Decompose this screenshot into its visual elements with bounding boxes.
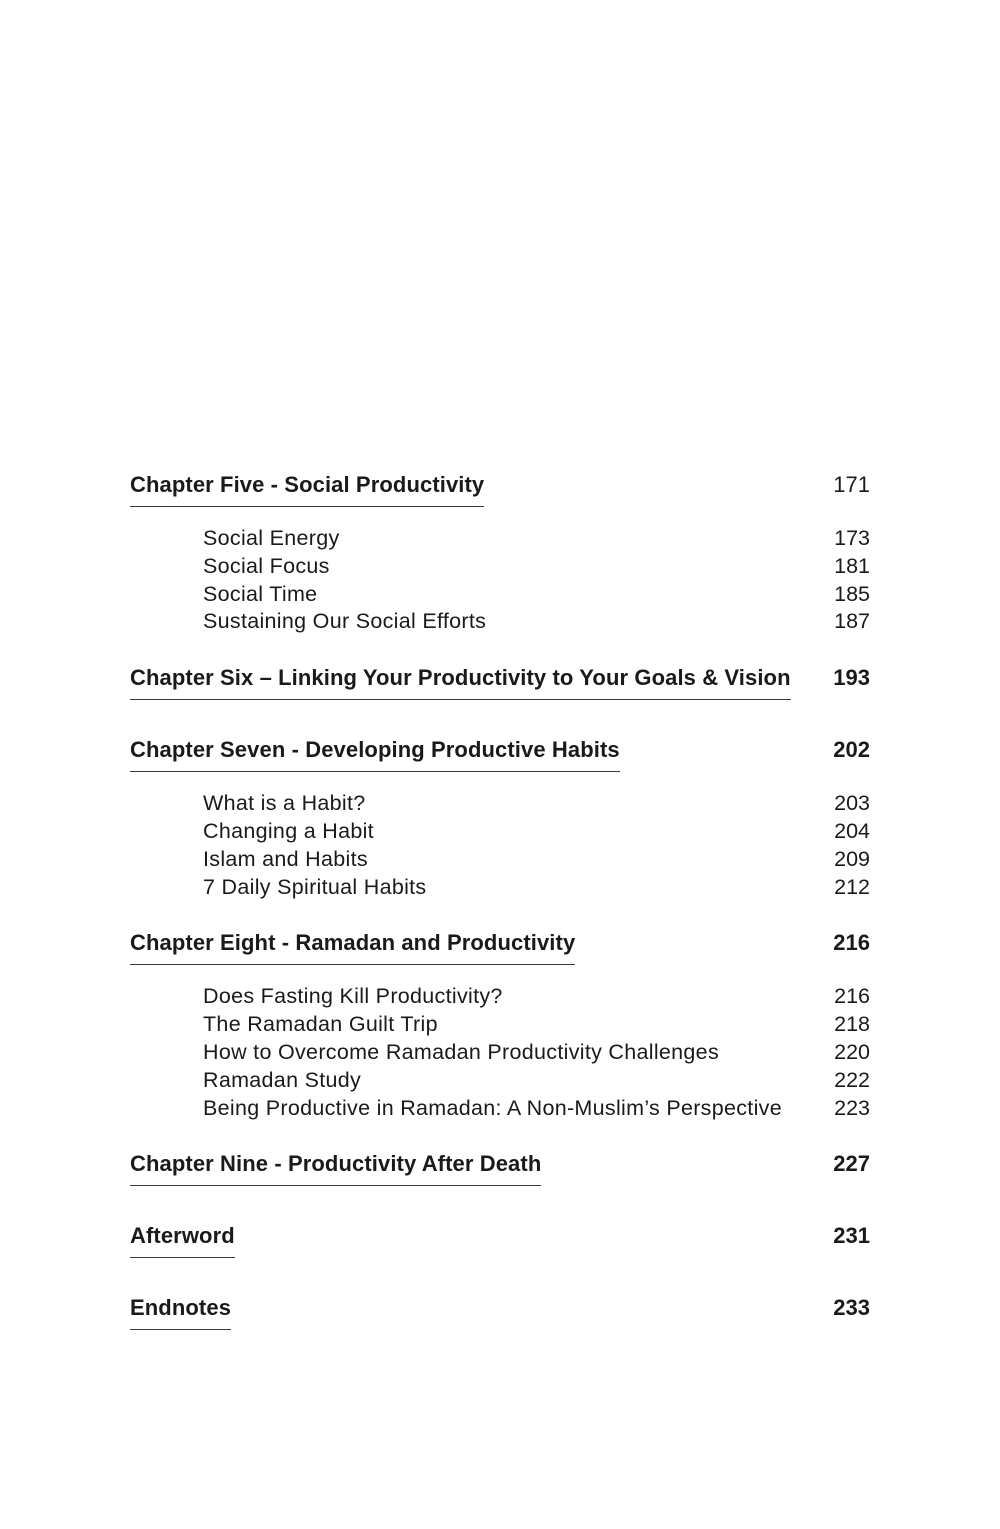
- section-page-number: 181: [834, 553, 870, 578]
- toc-section-row: [130, 847, 870, 875]
- chapter-page-number: 202: [833, 737, 870, 763]
- section-title: Changing a Habit: [203, 818, 374, 843]
- chapter-title: Chapter Nine - Productivity After Death: [130, 1151, 541, 1186]
- chapter-page-number: 233: [833, 1295, 870, 1321]
- toc-section-list: [130, 526, 870, 637]
- chapter-page-number: 231: [833, 1223, 870, 1249]
- section-title: Sustaining Our Social Efforts: [203, 609, 487, 634]
- toc-chapter: [130, 735, 870, 902]
- toc-chapter-heading: [130, 663, 870, 709]
- toc-section-row: [130, 819, 870, 847]
- toc-section-row: [130, 875, 870, 903]
- toc-section-list: [130, 791, 870, 902]
- section-title: The Ramadan Guilt Trip: [203, 1012, 438, 1037]
- toc-chapter-heading: [130, 928, 870, 974]
- section-title: Social Focus: [203, 553, 330, 578]
- toc-section-row: [130, 1040, 870, 1068]
- toc-section-row: [130, 609, 870, 637]
- section-page-number: 212: [834, 874, 870, 899]
- section-page-number: 223: [834, 1095, 870, 1120]
- section-page-number: 173: [834, 526, 870, 550]
- toc-chapter: [130, 1293, 870, 1339]
- chapter-page-number: 216: [833, 930, 870, 956]
- section-title: How to Overcome Ramadan Productivity Challenges: [203, 1039, 719, 1064]
- section-page-number: 187: [834, 609, 870, 634]
- section-title: Islam and Habits: [203, 846, 368, 871]
- section-title: Social Time: [203, 581, 318, 606]
- toc-chapter-heading: [130, 735, 870, 781]
- chapter-title: Afterword: [130, 1223, 235, 1258]
- section-page-number: 218: [834, 1012, 870, 1037]
- section-page-number: 216: [834, 984, 870, 1009]
- section-page-number: 220: [834, 1039, 870, 1064]
- section-page-number: 209: [834, 846, 870, 871]
- section-title: Ramadan Study: [203, 1067, 362, 1092]
- toc-section-row: [130, 582, 870, 610]
- section-title: 7 Daily Spiritual Habits: [203, 874, 427, 899]
- toc-section-row: [130, 791, 870, 819]
- toc-section-row: [130, 984, 870, 1012]
- toc-section-row: [130, 526, 870, 554]
- toc-section-row: [130, 1096, 870, 1124]
- chapter-title: Chapter Eight - Ramadan and Productivity: [130, 930, 575, 965]
- toc-chapter: [130, 1221, 870, 1267]
- section-page-number: 185: [834, 581, 870, 606]
- section-page-number: 222: [834, 1067, 870, 1092]
- toc-chapter-heading: [130, 470, 870, 516]
- toc-chapter-heading: [130, 1293, 870, 1339]
- table-of-contents: [130, 470, 870, 1365]
- toc-chapter: [130, 663, 870, 709]
- section-page-number: 204: [834, 818, 870, 843]
- toc-chapter: [130, 928, 870, 1123]
- toc-chapter: [130, 1149, 870, 1195]
- toc-section-row: [130, 554, 870, 582]
- toc-section-list: [130, 984, 870, 1123]
- toc-chapter-heading: [130, 1149, 870, 1195]
- toc-section-row: [130, 1012, 870, 1040]
- section-title: What is a Habit?: [203, 791, 366, 816]
- chapter-page-number: 193: [833, 665, 870, 691]
- chapter-title: Chapter Five - Social Productivity: [130, 472, 484, 507]
- chapter-title: Chapter Seven - Developing Productive Habits: [130, 737, 620, 772]
- section-title: Does Fasting Kill Productivity?: [203, 984, 503, 1009]
- toc-chapter-heading: [130, 1221, 870, 1267]
- chapter-page-number: 171: [833, 472, 870, 497]
- chapter-title: Endnotes: [130, 1295, 231, 1330]
- section-title: Social Energy: [203, 526, 340, 550]
- toc-chapter: [130, 470, 870, 637]
- section-page-number: 203: [834, 791, 870, 816]
- chapter-title: Chapter Six – Linking Your Productivity to Your Goals & Vision: [130, 665, 791, 700]
- toc-section-row: [130, 1068, 870, 1096]
- chapter-page-number: 227: [833, 1151, 870, 1177]
- section-title: Being Productive in Ramadan: A Non-Muslim’s Perspective: [203, 1095, 782, 1120]
